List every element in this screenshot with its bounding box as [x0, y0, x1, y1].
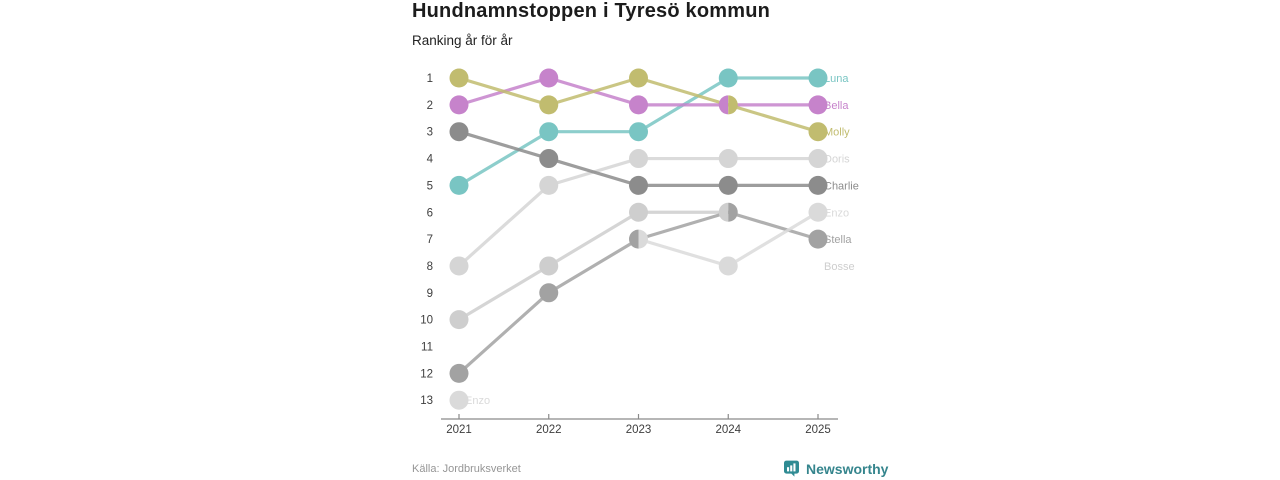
series-name-labels: [465, 73, 859, 407]
data-point-dot: [719, 69, 738, 88]
data-point-dot: [450, 69, 469, 88]
year-tick-label: 2021: [446, 424, 472, 436]
data-point-dot: [450, 122, 469, 141]
series-start-label-enzo: Enzo: [465, 395, 491, 408]
brand-name: Newsworthy: [806, 460, 889, 477]
rank-tick-label: 6: [426, 207, 433, 220]
data-point-dot: [629, 69, 648, 88]
data-point-dot: [629, 95, 648, 114]
chart-title: Hundnamnstoppen i Tyresö kommun: [412, 0, 771, 22]
rank-tick-label: 10: [420, 314, 433, 327]
data-point-dot: [719, 176, 738, 195]
data-point-dot: [719, 149, 738, 168]
rank-tick-label: 8: [426, 260, 433, 273]
series-label-bosse: Bosse: [824, 260, 855, 273]
rank-tick-label: 9: [426, 287, 433, 300]
newsworthy-logo-icon: [783, 460, 800, 477]
rank-tick-label: 13: [420, 395, 433, 408]
data-point-dot-left-half: [719, 203, 729, 222]
data-point-dot: [450, 95, 469, 114]
data-point-dot: [539, 69, 558, 88]
data-point-dot: [539, 176, 558, 195]
data-point-dot: [450, 310, 469, 329]
source-note: Källa: Jordbruksverket: [412, 463, 521, 475]
data-point-dot-right-half: [728, 95, 738, 114]
chart-subtitle: Ranking år för år: [412, 33, 513, 48]
data-point-dot: [539, 256, 558, 275]
data-point-dot: [719, 256, 738, 275]
data-point-dot: [629, 122, 648, 141]
y-axis-rank-labels: [420, 73, 433, 407]
year-tick-label: 2025: [805, 424, 831, 436]
newsworthy-brand: [783, 460, 888, 477]
rank-tick-label: 2: [426, 99, 433, 112]
data-point-dot: [629, 149, 648, 168]
data-point-dot: [450, 364, 469, 383]
data-point-dot: [629, 203, 648, 222]
rank-tick-label: 3: [426, 126, 433, 139]
data-point-dot-left-half: [719, 95, 729, 114]
rank-tick-label: 5: [426, 180, 433, 193]
data-point-dot-right-half: [639, 230, 649, 249]
data-point-dot: [450, 256, 469, 275]
data-point-dot: [539, 283, 558, 302]
series-label-enzo: Enzo: [824, 207, 850, 220]
data-point-dot: [539, 95, 558, 114]
series-label-luna: Luna: [824, 73, 849, 85]
data-point-dot: [450, 176, 469, 195]
rank-tick-label: 12: [420, 368, 433, 381]
data-point-dot: [539, 122, 558, 141]
year-tick-label: 2023: [625, 424, 652, 436]
data-point-dot: [629, 176, 648, 195]
year-tick-label: 2024: [715, 424, 742, 436]
rank-tick-label: 11: [421, 341, 433, 354]
data-point-dot-right-half: [728, 203, 738, 222]
x-axis: [441, 414, 838, 436]
series-label-stella: Stella: [824, 234, 852, 247]
rank-tick-label: 1: [426, 73, 433, 85]
data-point-dot: [539, 149, 558, 168]
rank-tick-label: 4: [426, 153, 433, 166]
series-label-doris: Doris: [824, 153, 850, 166]
rank-tick-label: 7: [426, 234, 433, 247]
year-tick-label: 2022: [535, 424, 562, 436]
series-label-molly: Molly: [824, 126, 850, 139]
series-label-charlie: Charlie: [824, 180, 859, 193]
series-label-bella: Bella: [824, 99, 849, 112]
